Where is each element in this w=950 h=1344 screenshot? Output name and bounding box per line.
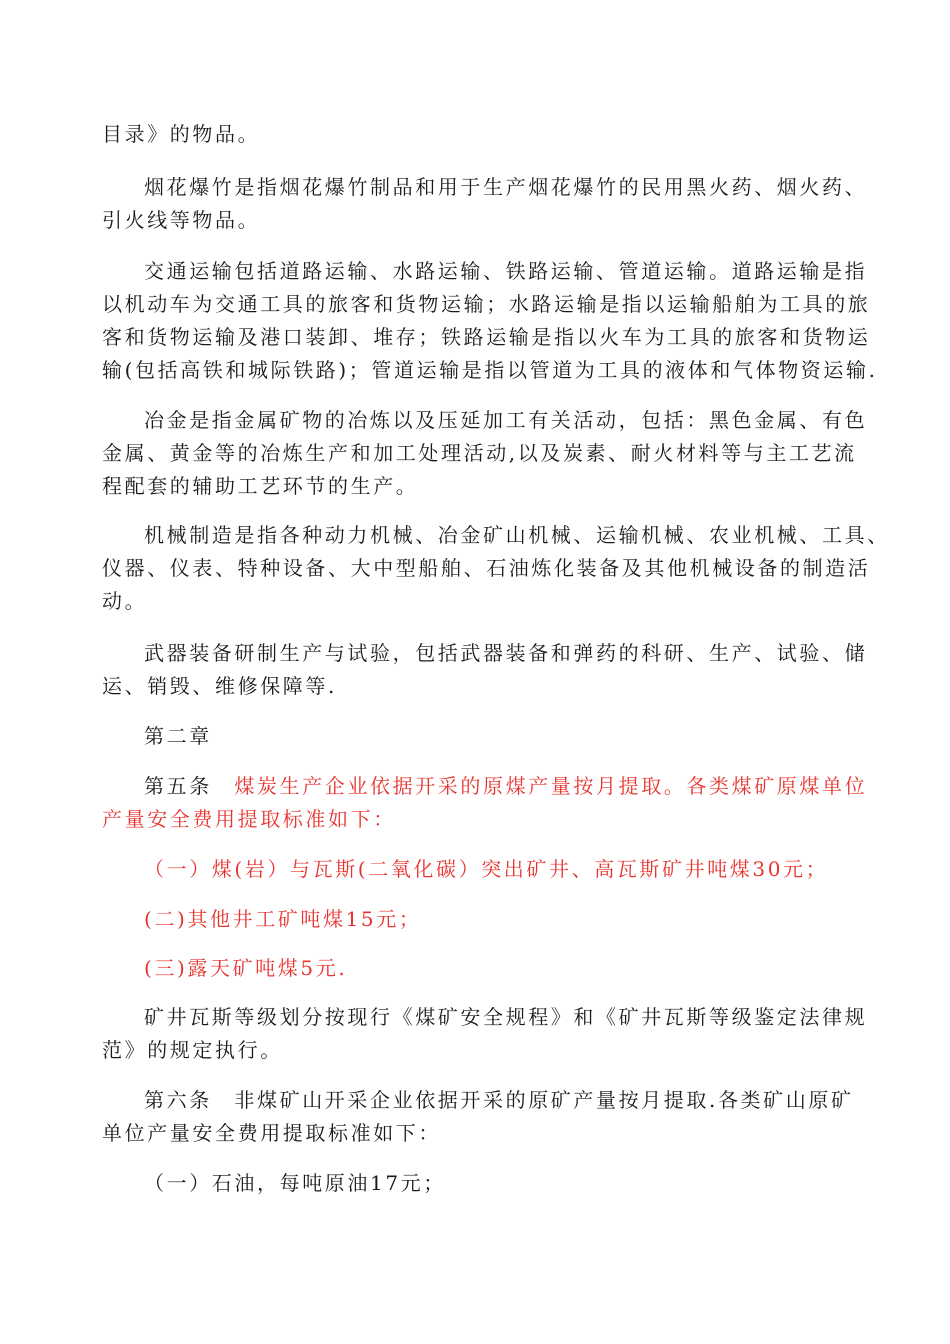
highlight-text: 煤炭生产企业依据开采的原煤产量按月提取。各类煤矿原煤单位 (234, 774, 868, 798)
text-line (102, 770, 868, 803)
paragraph-transportation (102, 255, 878, 387)
article-six (102, 1084, 862, 1150)
text-line: 引火线等物品。 (102, 208, 261, 232)
paragraph-catalog-end (102, 118, 862, 151)
text-line: 动。 (102, 589, 148, 613)
text-line: 机械制造是指各种动力机械、冶金矿山机械、运输机械、农业机械、工具、 (144, 523, 890, 547)
text-line: 运、销毁、维修保障等. (102, 674, 337, 698)
text-line: 第六条 非煤矿山开采企业依据开采的原矿产量按月提取.各类矿山原矿 (144, 1088, 854, 1112)
highlight-text: (三)露天矿吨煤5元. (144, 956, 348, 980)
text-line: 冶金是指金属矿物的冶炼以及压延加工有关活动，包括：黑色金属、有色 (144, 408, 868, 432)
text-line: 程配套的辅助工艺环节的生产。 (102, 474, 419, 498)
paragraph-machinery (102, 519, 890, 618)
text-line: 以机动车为交通工具的旅客和货物运输；水路运输是指以运输船舶为工具的旅 (102, 292, 871, 316)
text-line: 目录》的物品。 (102, 122, 261, 146)
text-line: 第二章 (144, 724, 212, 748)
text-line: 金属、黄金等的冶炼生产和加工处理活动,以及炭素、耐火材料等与主工艺流 (102, 441, 857, 465)
article-five (102, 770, 868, 836)
item-petroleum (102, 1167, 862, 1200)
text-line: 单位产量安全费用提取标准如下： (102, 1121, 441, 1145)
paragraph-gas-classification (102, 1001, 868, 1067)
paragraph-fireworks (102, 171, 868, 237)
highlight-text: 产量安全费用提取标准如下： (102, 807, 396, 831)
item-other-mines (102, 903, 862, 936)
highlight-text: (二)其他井工矿吨煤15元； (144, 907, 422, 931)
item-coal-outburst (102, 853, 862, 886)
text-line: （一）石油，每吨原油17元； (144, 1171, 446, 1195)
highlight-text: （一）煤(岩）与瓦斯(二氧化碳）突出矿井、高瓦斯矿井吨煤30元； (144, 857, 829, 881)
item-open-pit (102, 952, 862, 985)
text-line: 武器装备研制生产与试验，包括武器装备和弹药的科研、生产、试验、储 (144, 641, 868, 665)
text-line: 输(包括高铁和城际铁路)；管道运输是指以管道为工具的液体和气体物资运输. (102, 358, 878, 382)
paragraph-metallurgy (102, 404, 868, 503)
text-line: 交通运输包括道路运输、水路运输、铁路运输、管道运输。道路运输是指 (144, 259, 868, 283)
text-line: 仪器、仪表、特种设备、大中型船舶、石油炼化装备及其他机械设备的制造活 (102, 556, 871, 580)
text-line: 范》的规定执行。 (102, 1038, 283, 1062)
text-line: 烟花爆竹是指烟花爆竹制品和用于生产烟花爆竹的民用黑火药、烟火药、 (144, 175, 868, 199)
text-line: 客和货物运输及港口装卸、堆存；铁路运输是指以火车为工具的旅客和货物运 (102, 325, 871, 349)
paragraph-weapons (102, 637, 868, 703)
chapter-heading (102, 720, 862, 753)
text-line: 矿井瓦斯等级划分按现行《煤矿安全规程》和《矿井瓦斯等级鉴定法律规 (144, 1005, 868, 1029)
article-number: 第五条 (144, 774, 235, 798)
